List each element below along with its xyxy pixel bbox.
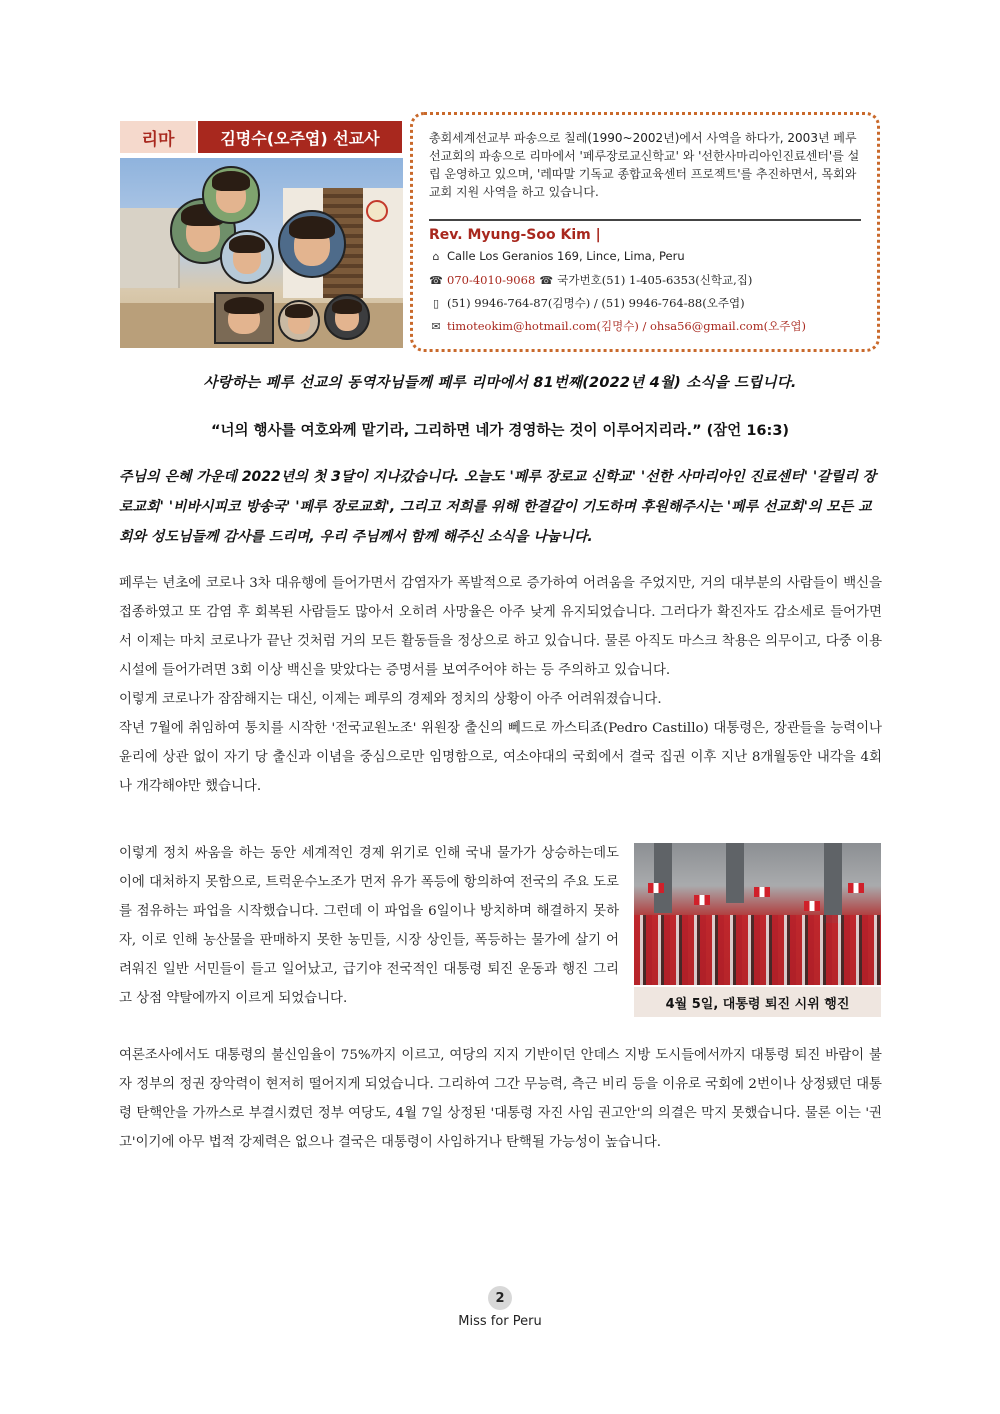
paragraph: 작년 7월에 취임하여 통치를 시작한 '전국교원노조' 위원장 출신의 뻬드로 까스티죠(Pedro Castillo) 대통령은, 장관들을 능력이나 윤리에 상관 없이 자기 당 출신과 이념을 중심으로만 임명함으로, 여소야대의 국회에서 결국 집권 이후 지난 8개월동안 내각을 4회나 개각해야만 했습니다. <box>119 721 882 794</box>
missionary-name-tag: 김명수(오주엽) 선교사 <box>198 121 402 153</box>
address-text: Calle Los Geranios 169, Lince, Lima, Peru <box>447 249 685 263</box>
missionary-photo-collage <box>120 158 403 348</box>
email-line <box>429 318 806 334</box>
phone-line <box>429 272 752 288</box>
body-section-1 <box>119 569 882 801</box>
missionary-english-name: Rev. Myung-Soo Kim | <box>429 227 601 243</box>
mobile-line <box>429 295 745 311</box>
page-number: 2 <box>488 1286 512 1310</box>
phone-number[interactable]: 070-4010-9068 <box>447 273 536 287</box>
missionary-intro: 총회세계선교부 파송으로 칠레(1990~2002년)에서 사역을 하다가, 2003년 페루선교회의 파송으로 리마에서 '페루장로교신학교' 와 '선한사마리아인진료센터'를 설립 운영하고 있으며, '레따말 기독교 종합교육센터 프로젝트'를 추진하면서, 목회와 교회 지원 사역을 하고 있습니다. <box>429 131 860 199</box>
portrait-photo <box>278 210 346 278</box>
address-line <box>429 249 685 263</box>
portrait-photo <box>214 292 274 344</box>
bible-verse: “너의 행사를 여호와께 맡기라, 그리하면 네가 경영하는 것이 이루어지리라.” (잠언 16:3) <box>210 423 790 439</box>
newsletter-headline: 사랑하는 페루 선교의 동역자님들께 페루 리마에서 81번째(2022년 4월) 소식을 드립니다. <box>203 375 797 391</box>
home-icon: ⌂ <box>432 249 440 263</box>
greeting-paragraph: 주님의 은혜 가운데 2022년의 첫 3달이 지나갔습니다. 오늘도 '페루 장로교 신학교' '선한 사마리아인 진료센터' '갈릴리 장로교회' '비바시피코 방송국' '페루 장로교회', 그리고 저희를 위해 한결같이 기도하며 후원해주시는 '페루 선교회'의 모든 교회와 성도님들께 감사를 드리며, 우리 주님께서 함께 해주신 소식을 나눕니다. <box>119 469 877 545</box>
paragraph: 여론조사에서도 대통령의 불신임율이 75%까지 이르고, 여당의 지지 기반이던 안데스 지방 도시들에서까지 대통령 퇴진 바람이 불자 정부의 정권 장악력이 현저히 떨어지게 되었습니다. 그리하여 그간 무능력, 측근 비리 등을 이유로 국회에 2번이나 상정됐던 대통령 탄핵안을 가까스로 부결시켰던 정부 여당도, 4월 7일 상정된 '대통령 자진 사임 권고안'의 의결은 막지 못했습니다. 물론 이는 '권고'이기에 아무 법적 강제력은 없으나 결국은 대통령이 사임하거나 탄핵될 가능성이 높습니다. <box>119 1048 882 1150</box>
paragraph: 이렇게 정치 싸움을 하는 동안 세계적인 경제 위기로 인해 국내 물가가 상승하는데도 이에 대처하지 못함으로, 트럭운수노조가 먼저 유가 폭등에 항의하여 전국의 주요 도로를 점유하는 파업을 시작했습니다. 그런데 이 파업을 6일이나 방치하며 해결하지 못하자, 이로 인해 농산물을 판매하지 못한 농민들, 시장 상인들, 폭등하는 물가에 살기 어려워진 일반 서민들이 들고 일어났고, 급기야 전국적인 대통령 퇴진 운동과 행진 그리고 상점 약탈에까지 이르게 되었습니다. <box>119 846 619 1006</box>
portrait-photo <box>202 166 260 224</box>
email-addresses[interactable]: timoteokim@hotmail.com(김명수) / ohsa56@gmail.com(오주엽) <box>447 319 806 333</box>
phone-number-secondary[interactable]: 국가번호(51) 1-405-6353(신학교,집) <box>557 273 753 287</box>
portrait-photo <box>278 300 320 342</box>
missionary-info-box <box>410 112 880 352</box>
mobile-numbers[interactable]: (51) 9946-764-87(김명수) / (51) 9946-764-88(오주엽) <box>447 296 745 310</box>
location-tag: 리마 <box>120 121 196 153</box>
portrait-photo <box>220 230 274 284</box>
publication-name: Miss for Peru <box>458 1314 542 1329</box>
paragraph: 이렇게 코로나가 잠잠해지는 대신, 이제는 페루의 경제와 정치의 상황이 아주 어려워졌습니다. <box>119 692 662 707</box>
mail-icon: ✉ <box>431 319 441 333</box>
portrait-photo <box>324 294 370 340</box>
mobile-icon: ▯ <box>432 296 440 310</box>
phone-icon: ☎ <box>429 273 443 287</box>
divider <box>429 219 861 221</box>
photo-caption: 4월 5일, 대통령 퇴진 시위 행진 <box>634 987 881 1017</box>
paragraph: 페루는 년초에 코로나 3차 대유행에 들어가면서 감염자가 폭발적으로 증가하여 어려움을 주었지만, 거의 대부분의 사람들이 백신을 접종하였고 또 감염 후 회복된 사람들도 많아서 오히려 사망율은 아주 낮게 유지되었습니다. 그러다가 확진자도 감소세로 들어가면서 이제는 마치 코로나가 끝난 것처럼 거의 모든 활동들을 정상으로 하고 있습니다. 물론 아직도 마스크 착용은 의무이고, 다중 이용시설에 들어가려면 3회 이상 백신을 맞았다는 증명서를 보여주어야 하는 등 주의하고 있습니다. <box>119 576 882 678</box>
protest-photo <box>634 843 881 985</box>
phone-icon: ☎ <box>539 273 554 287</box>
church-emblem <box>366 200 388 222</box>
